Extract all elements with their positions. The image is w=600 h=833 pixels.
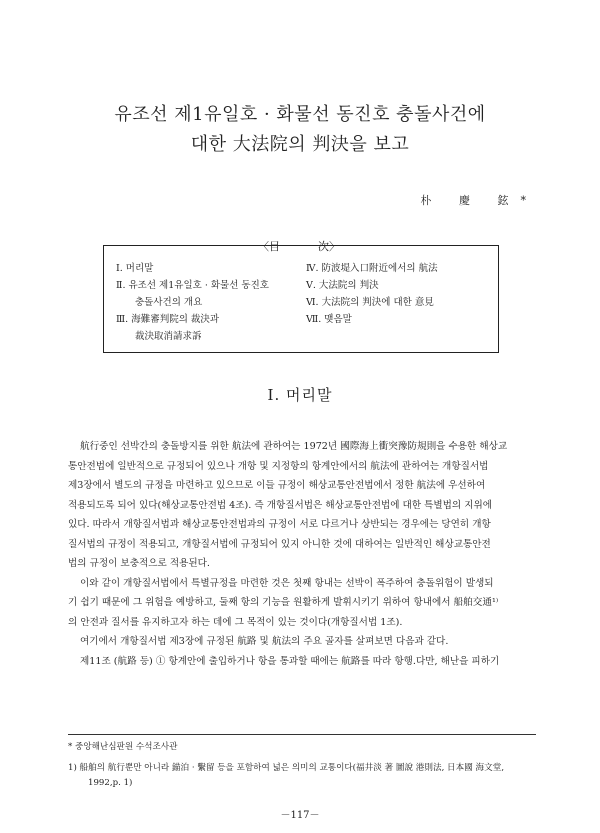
footnote-divider <box>68 734 536 735</box>
body-line: 의 안전과 질서를 유지하고자 하는 데에 그 목적이 있는 것이다(개항질서법 1조). <box>68 616 403 628</box>
footnote-1: 1) 船舶의 航行뿐만 아니라 錨泊 · 繫留 등을 포함하여 넓은 의미의 교통이다(福井淡 著 圖說 港則法, 日本國 海文堂, <box>68 763 505 773</box>
toc-item: Ⅶ. 맺음말 <box>306 314 352 325</box>
body-line: 법의 규정이 보충적으로 적용된다. <box>68 558 210 569</box>
toc-item: Ⅵ. 大法院의 判決에 대한 意見 <box>306 297 434 308</box>
toc-item: Ⅴ. 大法院의 判決 <box>306 280 379 291</box>
footnote-author: * 중앙해난심판원 수석조사관 <box>68 742 178 752</box>
toc-item: 裁決取消請求訴 <box>135 331 202 342</box>
toc-right-column <box>306 260 496 328</box>
article-title <box>60 100 540 160</box>
body-line: 통안전법에 일반적으로 규정되어 있으나 개항 및 지정항의 항계안에서의 航法에 관하여는 개항질서법 <box>68 460 489 472</box>
toc-item: Ⅲ. 海難審判院의 裁決과 <box>116 314 220 325</box>
title-line-1: 유조선 제1유일호 · 화물선 동진호 충돌사건에 <box>114 104 486 125</box>
body-line: 질서법의 규정이 적용되고, 개항질서법에 규정되어 있지 아니한 것에 대하여는 일반적인 해상교통안전 <box>68 538 491 550</box>
body-line: 있다. 따라서 개항질서법과 해상교통안전법과의 규정이 서로 다르거나 상반되는 경우에는 당연히 개항 <box>68 519 491 530</box>
author-name: 朴 慶 鉉* <box>420 194 538 207</box>
toc-item: Ⅱ. 유조선 제1유일호 · 화물선 동진호 <box>116 280 269 291</box>
body-line: 여기에서 개항질서법 제3장에 규정된 航路 및 航法의 주요 골자를 살펴보면 다음과 같다. <box>80 636 449 647</box>
body-line: 적용되도록 되어 있다(해상교통안전법 4조). 즉 개항질서법은 해상교통안전법에 대한 특별법의 지위에 <box>68 499 493 511</box>
toc-label-right: 次〉 <box>318 240 340 253</box>
body-line: 이와 같이 개항질서법에서 특별규정을 마련한 것은 첫째 항내는 선박이 폭주하여 충돌위험이 발생되 <box>80 577 494 589</box>
toc-label-left: 〈目 <box>258 240 280 253</box>
body-line: 제3장에서 별도의 규정을 마련하고 있으므로 이들 규정이 해상교통안전법에서 정한 航法에 우선하여 <box>68 480 486 491</box>
page-number: －117－ <box>280 810 320 821</box>
body-text <box>68 437 536 671</box>
body-line: 기 쉽기 때문에 그 위험을 예방하고, 둘째 항의 기능을 원활하게 발휘시키기 위하여 항내에서 船舶交通¹⁾ <box>68 597 499 608</box>
body-line: 제11조 (航路 등) ① 항계안에 출입하거나 항을 통과할 때에는 航路를 따라 항행.다만, 해난을 피하기 <box>80 655 500 667</box>
toc-item: Ⅳ. 防波堤入口附近에서의 航法 <box>306 263 438 274</box>
toc-item: Ⅰ. 머리말 <box>116 263 154 274</box>
title-line-2: 대한 大法院의 判決을 보고 <box>190 134 410 155</box>
footnotes <box>68 740 536 791</box>
body-line: 航行중인 선박간의 충돌방지를 위한 航法에 관하여는 1972년 國際海上衝突豫防規則을 수용한 해상교 <box>80 441 508 452</box>
toc-left-column <box>116 260 296 345</box>
footnote-1-continued: 1992,p. 1) <box>88 778 133 788</box>
section-heading: Ⅰ. 머리말 <box>267 386 333 404</box>
toc-item: 충돌사건의 개요 <box>135 297 203 308</box>
table-of-contents <box>103 245 499 353</box>
